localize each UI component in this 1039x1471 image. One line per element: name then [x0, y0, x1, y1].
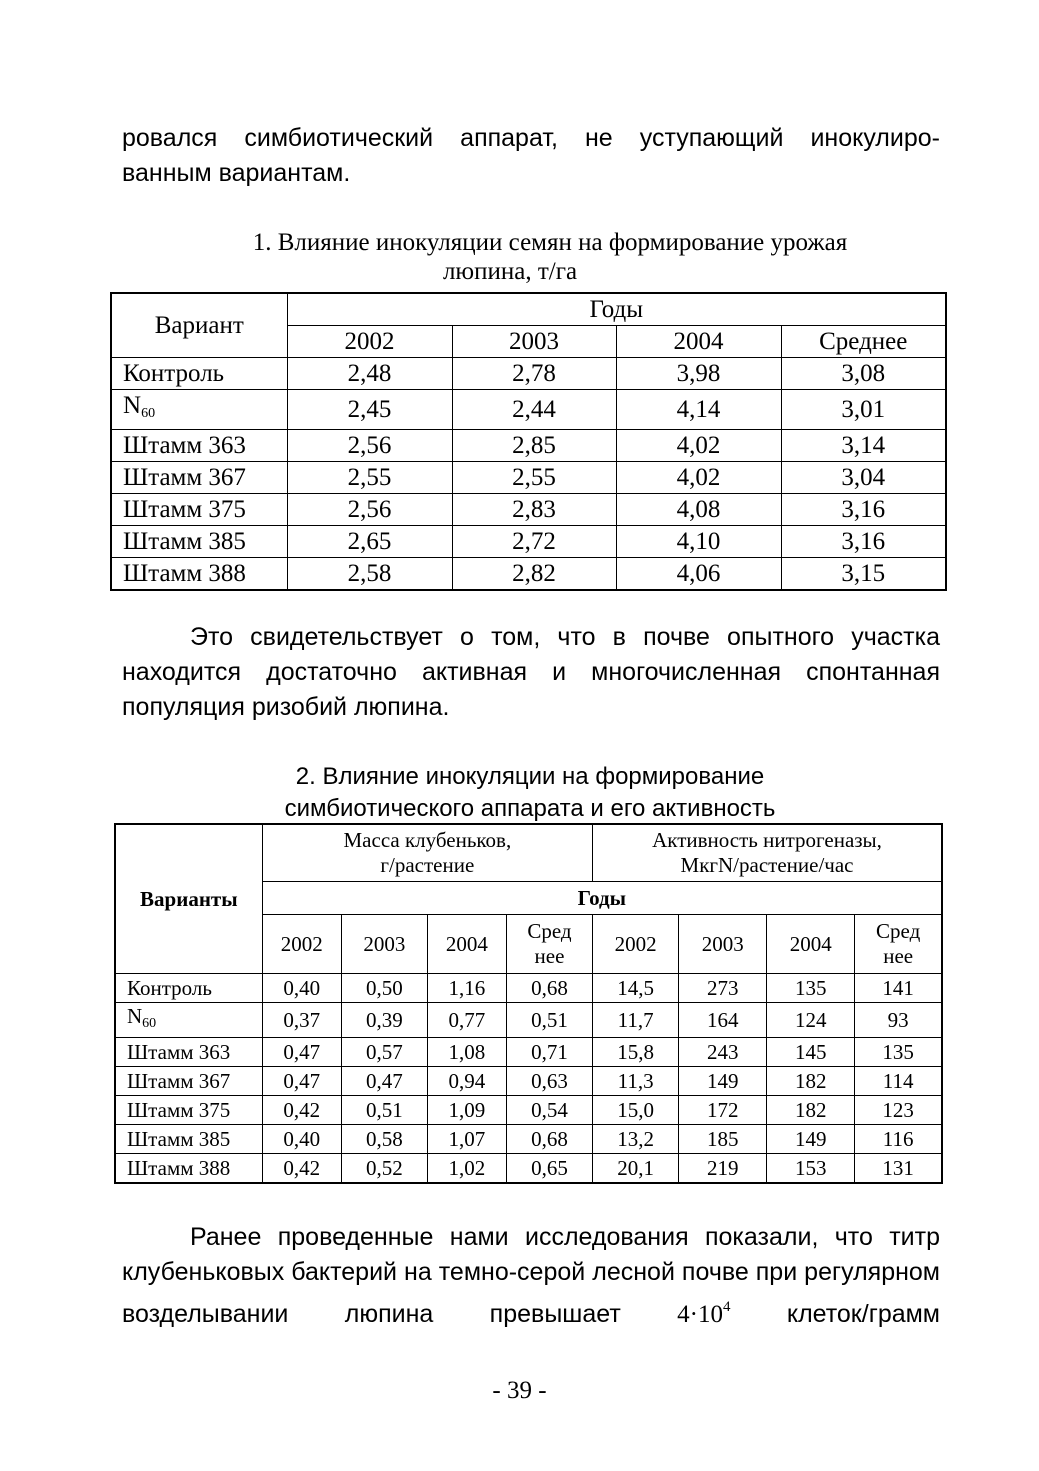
- table-cell: 2,65: [287, 526, 452, 558]
- row-variant-cell: [115, 1154, 262, 1184]
- table-cell: 149: [767, 1125, 855, 1154]
- table-cell: 0,42: [262, 1096, 341, 1125]
- table-cell: 2,56: [287, 494, 452, 526]
- table2-header-group-row: [115, 824, 942, 882]
- table-cell: 11,3: [593, 1067, 679, 1096]
- row-variant-cell: [111, 558, 287, 591]
- table-cell: 2,48: [287, 358, 452, 390]
- t2-col-header-label: 2002: [280, 931, 323, 956]
- titer-unit: клеток/грамм: [786, 1300, 940, 1328]
- table-cell: 0,50: [341, 974, 427, 1003]
- row-variant-cell: [111, 430, 287, 462]
- table1-caption-line2: люпина, т/га: [442, 258, 578, 285]
- paragraph-bottom-text: [122, 1220, 940, 1332]
- table-cell: 11,7: [593, 1003, 679, 1038]
- table-cell: 145: [767, 1038, 855, 1067]
- table-cell: 4,10: [616, 526, 781, 558]
- table-cell: 0,68: [506, 1125, 592, 1154]
- table-row: [115, 1003, 942, 1038]
- table-cell: 0,40: [262, 1125, 341, 1154]
- row-variant-cell: [115, 1038, 262, 1067]
- row-variant-name: Штамм 385: [127, 1127, 231, 1151]
- row-variant-cell: [115, 1003, 262, 1038]
- table-cell: 4,02: [616, 430, 781, 462]
- table-cell: 219: [679, 1154, 767, 1184]
- table-cell: 131: [855, 1154, 942, 1184]
- table-cell: 3,04: [781, 462, 946, 494]
- table2-header-mass-line1: Масса клубеньков,: [343, 828, 512, 852]
- table-cell: 0,47: [262, 1038, 341, 1067]
- row-variant-name: Штамм 388: [123, 560, 246, 587]
- t2-col-header: [341, 915, 427, 974]
- t2-col-header: [593, 915, 679, 974]
- t1-col-header: 2002: [287, 326, 452, 358]
- row-variant-cell: [111, 494, 287, 526]
- table1-body: [111, 358, 946, 591]
- page-number: - 39 -: [492, 1377, 547, 1404]
- table-cell: 4,14: [616, 390, 781, 430]
- table2-header-variants: Варианты: [115, 824, 262, 974]
- table-cell: 3,14: [781, 430, 946, 462]
- t2-col-header: [262, 915, 341, 974]
- table2-header-activity: [593, 824, 942, 882]
- row-variant-name: N: [123, 392, 142, 419]
- table2-header-mass-line2: г/растение: [380, 853, 475, 877]
- table-cell: 2,55: [287, 462, 452, 494]
- table-cell: 4,06: [616, 558, 781, 591]
- table-cell: 0,47: [341, 1067, 427, 1096]
- table-row: [111, 430, 946, 462]
- table-cell: 273: [679, 974, 767, 1003]
- t2-col-header: [427, 915, 506, 974]
- table-cell: 135: [855, 1038, 942, 1067]
- row-variant-name: Штамм 375: [127, 1098, 231, 1122]
- table1-caption: [150, 228, 950, 286]
- table-row: [115, 1096, 942, 1125]
- table-cell: 0,52: [341, 1154, 427, 1184]
- row-variant-name: Штамм 375: [123, 496, 246, 523]
- table-cell: 0,65: [506, 1154, 592, 1184]
- row-variant-name: Штамм 388: [127, 1156, 231, 1180]
- table-cell: 93: [855, 1003, 942, 1038]
- table-cell: 15,8: [593, 1038, 679, 1067]
- table2-header-activity-line2: MкгN/растение/час: [680, 853, 854, 877]
- paragraph-middle-text: Это свидетельствует о том, что в почве опытного участка находится достаточно активная и многочисленная спонтанная популяция ризобий люпина.: [122, 623, 940, 721]
- table-cell: 4,02: [616, 462, 781, 494]
- table-cell: 2,58: [287, 558, 452, 591]
- row-variant-name: N: [127, 1004, 143, 1028]
- table-cell: 0,57: [341, 1038, 427, 1067]
- table-cell: 2,82: [452, 558, 616, 591]
- table-cell: 164: [679, 1003, 767, 1038]
- row-variant-name: Штамм 367: [127, 1069, 231, 1093]
- table-cell: 4,08: [616, 494, 781, 526]
- table-cell: 1,16: [427, 974, 506, 1003]
- titer-exponent: 4: [722, 1299, 731, 1315]
- table-cell: 0,42: [262, 1154, 341, 1184]
- table1: [110, 292, 947, 591]
- table-cell: 2,44: [452, 390, 616, 430]
- table-cell: 182: [767, 1096, 855, 1125]
- table-cell: 0,39: [341, 1003, 427, 1038]
- t2-col-header-label: Сред: [527, 919, 572, 943]
- table-cell: 3,08: [781, 358, 946, 390]
- paragraph-top: [122, 121, 940, 191]
- table-row: [115, 1125, 942, 1154]
- table-cell: 123: [855, 1096, 942, 1125]
- table-cell: 0,54: [506, 1096, 592, 1125]
- table-cell: 1,02: [427, 1154, 506, 1184]
- row-variant-name: Штамм 363: [127, 1040, 231, 1064]
- paragraph-middle: [122, 620, 940, 725]
- table-cell: 2,78: [452, 358, 616, 390]
- row-variant-cell: [111, 462, 287, 494]
- table-cell: 0,71: [506, 1038, 592, 1067]
- table-cell: 2,83: [452, 494, 616, 526]
- row-variant-cell: [115, 974, 262, 1003]
- table-cell: 2,72: [452, 526, 616, 558]
- table2-header-activity-line1: Активность нитрогеназы,: [652, 828, 882, 852]
- table2-header-years: Годы: [262, 882, 942, 915]
- table-row: [111, 558, 946, 591]
- table-cell: 0,37: [262, 1003, 341, 1038]
- table2-header-mass: [262, 824, 592, 882]
- table-cell: 0,94: [427, 1067, 506, 1096]
- row-variant-subscript: 60: [142, 1016, 157, 1031]
- table-cell: 2,55: [452, 462, 616, 494]
- table-cell: 153: [767, 1154, 855, 1184]
- t1-col-header: 2003: [452, 326, 616, 358]
- table-cell: 15,0: [593, 1096, 679, 1125]
- row-variant-name: Контроль: [127, 976, 212, 1000]
- table-cell: 2,45: [287, 390, 452, 430]
- table-row: [115, 974, 942, 1003]
- table-cell: 1,09: [427, 1096, 506, 1125]
- table1-caption-line1: 1. Влияние инокуляции семян на формирование урожая: [252, 229, 848, 256]
- t2-col-header: [679, 915, 767, 974]
- table-cell: 3,98: [616, 358, 781, 390]
- t2-col-header-label: 2003: [363, 931, 406, 956]
- table-cell: 2,56: [287, 430, 452, 462]
- table-cell: 3,15: [781, 558, 946, 591]
- table2-body: [115, 974, 942, 1184]
- table-cell: 0,68: [506, 974, 592, 1003]
- titer-value: [677, 1301, 730, 1328]
- paragraph-bottom-body: Ранее проведенные нами исследования показали, что титр клубеньковых бактерий на темно-серой лесной почве при регулярном возделывании люпина превышает: [122, 1223, 940, 1328]
- table-row: [115, 1038, 942, 1067]
- t2-col-header-tail: нее: [883, 944, 914, 968]
- titer-base: 4·10: [677, 1301, 723, 1328]
- table-cell: 3,16: [781, 494, 946, 526]
- table-cell: 116: [855, 1125, 942, 1154]
- t2-col-header: [855, 915, 942, 974]
- row-variant-name: Контроль: [123, 360, 225, 387]
- table-cell: 2,85: [452, 430, 616, 462]
- t2-col-header-tail: нее: [534, 944, 565, 968]
- table-cell: 243: [679, 1038, 767, 1067]
- table-cell: 0,40: [262, 974, 341, 1003]
- row-variant-name: Штамм 363: [123, 432, 246, 459]
- table2: [114, 823, 943, 1184]
- paragraph-top-line2: ванным вариантам.: [122, 159, 351, 187]
- table-cell: 185: [679, 1125, 767, 1154]
- table-row: [111, 358, 946, 390]
- t2-col-header: [767, 915, 855, 974]
- table-cell: 141: [855, 974, 942, 1003]
- t1-col-header: 2004: [616, 326, 781, 358]
- t2-col-header: [506, 915, 592, 974]
- table2-caption-line2: симбиотического аппарата и его активность: [284, 795, 776, 822]
- row-variant-cell: [111, 358, 287, 390]
- table-cell: 0,77: [427, 1003, 506, 1038]
- table-row: [111, 526, 946, 558]
- t1-col-header: Среднее: [781, 326, 946, 358]
- t2-col-header-label: Сред: [876, 919, 921, 943]
- table-cell: 135: [767, 974, 855, 1003]
- t2-col-header-label: 2004: [789, 931, 832, 956]
- t2-col-header-label: 2004: [445, 931, 488, 956]
- table-cell: 1,07: [427, 1125, 506, 1154]
- table-row: [111, 390, 946, 430]
- row-variant-name: Штамм 385: [123, 528, 246, 555]
- table-cell: 3,01: [781, 390, 946, 430]
- row-variant-cell: [111, 526, 287, 558]
- table-cell: 0,51: [341, 1096, 427, 1125]
- table-cell: 3,16: [781, 526, 946, 558]
- table-cell: 1,08: [427, 1038, 506, 1067]
- paragraph-top-line1: ровался симбиотический аппарат, не уступающий инокулиро-: [122, 124, 940, 152]
- t2-col-header-label: 2002: [614, 931, 657, 956]
- paragraph-bottom: [122, 1220, 940, 1332]
- table-cell: 124: [767, 1003, 855, 1038]
- row-variant-cell: [111, 390, 287, 430]
- row-variant-cell: [115, 1096, 262, 1125]
- table-cell: 149: [679, 1067, 767, 1096]
- table-cell: 14,5: [593, 974, 679, 1003]
- table-cell: 0,47: [262, 1067, 341, 1096]
- table-row: [111, 462, 946, 494]
- row-variant-cell: [115, 1125, 262, 1154]
- table-row: [115, 1067, 942, 1096]
- table1-header-row: [111, 293, 946, 326]
- table1-header-variant: Вариант: [111, 293, 287, 358]
- table-row: [115, 1154, 942, 1184]
- row-variant-cell: [115, 1067, 262, 1096]
- t2-col-header-label: 2003: [701, 931, 744, 956]
- table-cell: 114: [855, 1067, 942, 1096]
- table-cell: 20,1: [593, 1154, 679, 1184]
- table-cell: 0,51: [506, 1003, 592, 1038]
- table2-caption: [250, 761, 870, 825]
- table2-caption-line1: 2. Влияние инокуляции на формирование: [295, 763, 765, 790]
- row-variant-name: Штамм 367: [123, 464, 246, 491]
- table-row: [111, 494, 946, 526]
- table-cell: 172: [679, 1096, 767, 1125]
- row-variant-subscript: 60: [141, 406, 156, 421]
- table-cell: 182: [767, 1067, 855, 1096]
- table-cell: 13,2: [593, 1125, 679, 1154]
- table1-header-years: Годы: [287, 293, 946, 326]
- table-cell: 0,63: [506, 1067, 592, 1096]
- table-cell: 0,58: [341, 1125, 427, 1154]
